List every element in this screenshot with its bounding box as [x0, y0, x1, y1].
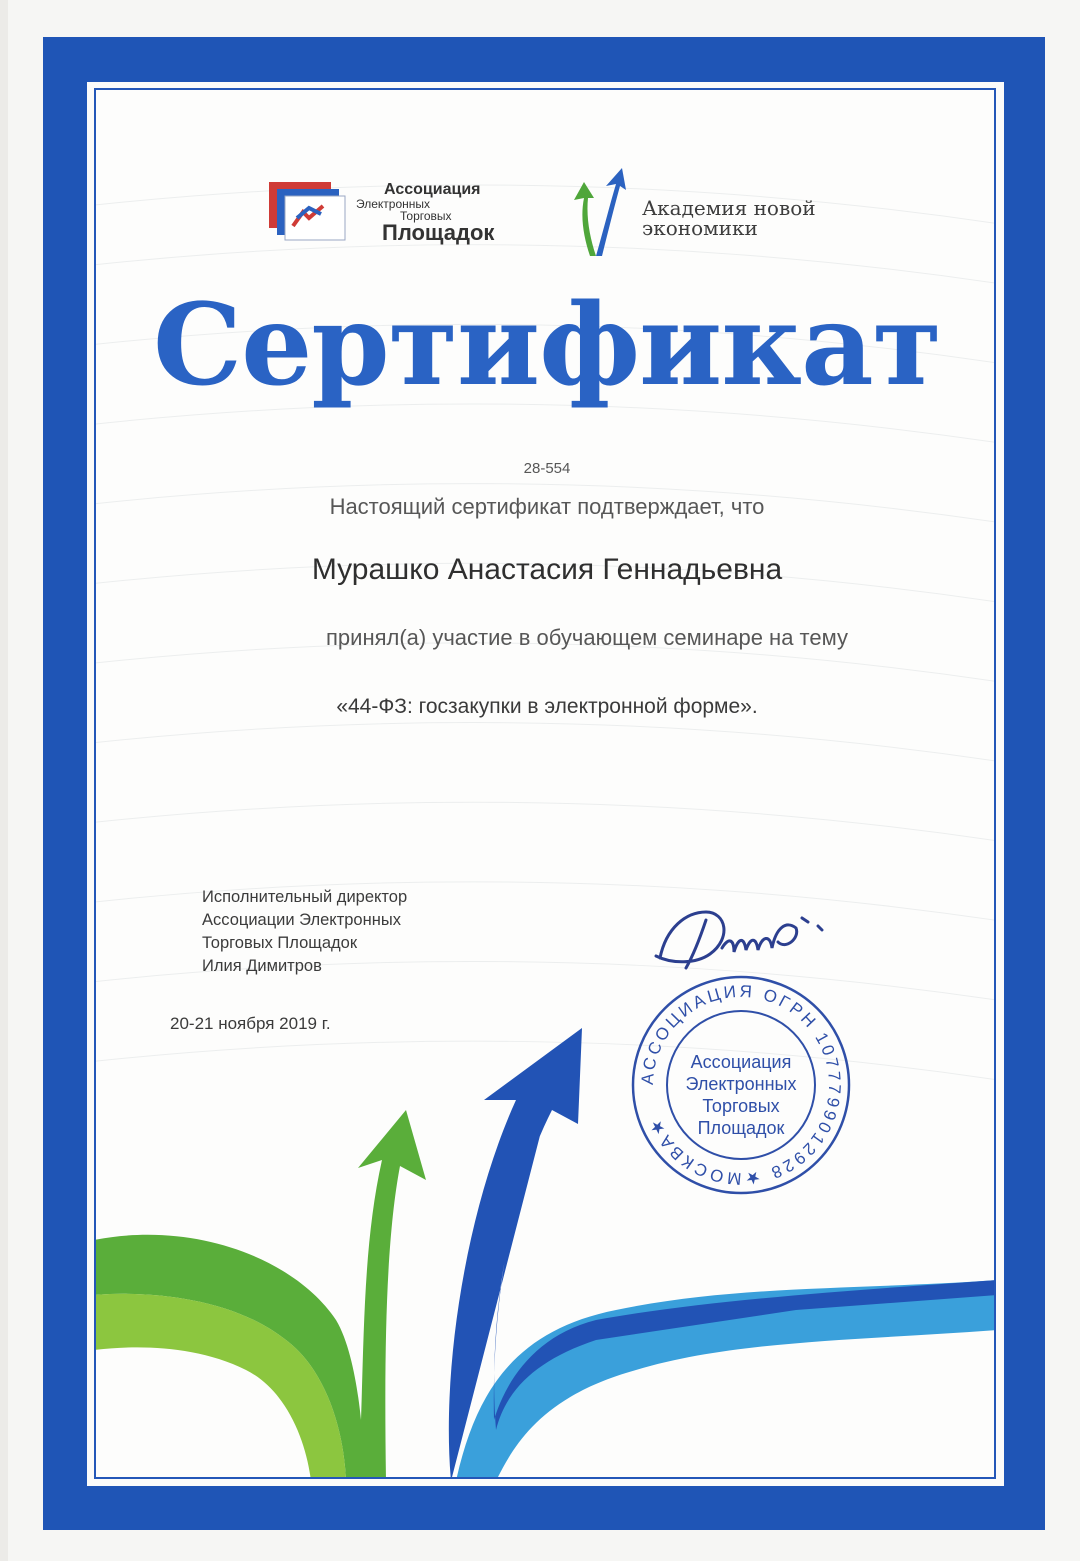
inner-border [94, 88, 996, 1479]
confirms-text: Настоящий сертификат подтверждает, что [329, 494, 765, 519]
certificate-title: Сертификат [152, 280, 942, 411]
recipient-name: Мурашко Анастасия Геннадьевна [311, 553, 783, 586]
signatory-line3: Торговых Площадок [202, 934, 358, 952]
seminar-topic: «44-ФЗ: госзакупки в электронной форме». [336, 695, 758, 718]
signatory-line4: Илия Димитров [202, 957, 322, 975]
aetp-logo-line1: Ассоциация [384, 181, 481, 198]
stamp-ring-text: АССОЦИАЦИЯ ОГРН 1077799012928 ★МОСКВА★ [637, 981, 845, 1189]
participation-text: принял(а) участие в обучающем семинаре на тему [326, 625, 848, 650]
aetp-logo-icon [269, 182, 349, 242]
organization-stamp [626, 970, 856, 1200]
academy-logo-line1: Академия новой [642, 196, 816, 220]
aetp-logo-line2: Электронных [356, 197, 431, 211]
stamp-line3: Торговых [702, 1096, 780, 1116]
stamp-line1: Ассоциация [690, 1052, 792, 1072]
academy-logo-icon [570, 168, 630, 258]
signatory-line1: Исполнительный директор [202, 888, 408, 906]
academy-logo-line2: экономики [642, 216, 758, 240]
stamp-line4: Площадок [697, 1118, 785, 1138]
signatory-line2: Ассоциации Электронных [202, 911, 401, 929]
aetp-logo-line4: Площадок [382, 220, 495, 245]
stamp-line2: Электронных [685, 1074, 797, 1094]
aetp-logo-line3: Торговых [400, 209, 452, 223]
certificate-number: 28-554 [523, 460, 571, 477]
event-date: 20-21 ноября 2019 г. [170, 1014, 331, 1033]
